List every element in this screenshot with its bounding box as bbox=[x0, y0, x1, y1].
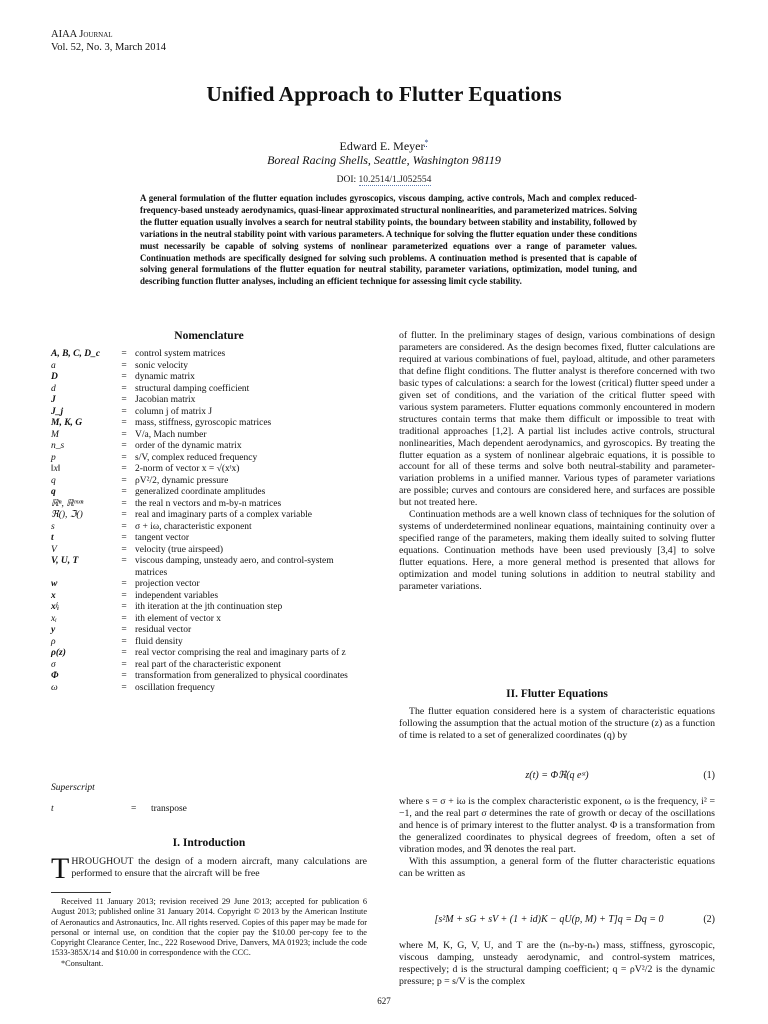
nomenclature-definition: independent variables bbox=[135, 590, 219, 601]
nomenclature-definition: control system matrices bbox=[135, 349, 226, 359]
superscript-definition: transpose bbox=[151, 804, 187, 814]
nomenclature-definition: fluid density bbox=[135, 636, 183, 647]
nomenclature-definition: ith iteration at the jth continuation step bbox=[135, 602, 283, 612]
nomenclature-row bbox=[51, 372, 367, 384]
nomenclature-symbol: p bbox=[51, 452, 56, 463]
nomenclature-row bbox=[51, 430, 367, 442]
nomenclature-eq: = bbox=[121, 625, 127, 635]
nomenclature-definition: sonic velocity bbox=[135, 360, 189, 371]
intro-lead: HROUGHOUT bbox=[71, 856, 134, 867]
nomenclature-symbol: ρ(z) bbox=[51, 648, 66, 658]
nomenclature-symbol: w bbox=[51, 579, 58, 589]
nomenclature-row bbox=[51, 384, 367, 396]
nomenclature-symbol: xᵢ bbox=[51, 613, 57, 624]
nomenclature-row bbox=[51, 545, 367, 557]
superscript-symbol: t bbox=[51, 804, 54, 814]
journal-header bbox=[51, 29, 166, 54]
nomenclature-eq: = bbox=[121, 659, 127, 670]
affiliation: Boreal Racing Shells, Seattle, Washington 98119 bbox=[267, 153, 501, 167]
nomenclature-eq: = bbox=[121, 682, 127, 693]
nomenclature-table bbox=[51, 349, 367, 694]
nomenclature-symbol: d bbox=[51, 383, 56, 394]
nomenclature-eq: = bbox=[121, 636, 127, 647]
doi-line bbox=[0, 175, 768, 185]
nomenclature-eq: = bbox=[121, 544, 127, 555]
author-footnote-link[interactable]: * bbox=[424, 138, 429, 147]
equation-number: (2) bbox=[703, 914, 715, 925]
nomenclature-symbol: A, B, C, D_c bbox=[51, 349, 101, 359]
footnote-received: Received 11 January 2013; revision received 29 June 2013; accepted for publication 6 August 2013; published online 31 January 2014. Copyright © 2013 by the American Institute of Aeronautics and Astronautics, Inc. All rights reserved. Copies of this paper may be made for personal or internal use, on condition that the copier pay the $10.00 per-copy fee to the Copyright Clearance Center, Inc., 222 Rosewood Drive, Danvers, MA 01923; include the code 1533-385X/14 and $10.00 in correspondence with the CCC. bbox=[51, 897, 367, 958]
nomenclature-symbol: D bbox=[51, 372, 58, 382]
nomenclature-row bbox=[51, 522, 367, 534]
section-2-paragraph bbox=[399, 706, 715, 742]
nomenclature-symbol: J bbox=[51, 395, 56, 405]
nomenclature-eq: = bbox=[121, 556, 127, 566]
nomenclature-row bbox=[51, 637, 367, 649]
section-1-heading: I. Introduction bbox=[172, 837, 246, 849]
nomenclature-row bbox=[51, 660, 367, 672]
paper-title: Unified Approach to Flutter Equations bbox=[206, 82, 562, 106]
nomenclature-definition: ρV²/2, dynamic pressure bbox=[135, 475, 229, 486]
nomenclature-eq: = bbox=[121, 521, 127, 532]
section-2-heading: II. Flutter Equations bbox=[506, 688, 608, 700]
nomenclature-symbol: V, U, T bbox=[51, 556, 79, 566]
nomenclature-eq: = bbox=[121, 360, 127, 371]
nomenclature-row bbox=[51, 533, 367, 545]
nomenclature-eq: = bbox=[121, 487, 127, 497]
nomenclature-definition: order of the dynamic matrix bbox=[135, 441, 242, 451]
nomenclature-row bbox=[51, 510, 367, 522]
nomenclature-eq: = bbox=[121, 395, 127, 405]
paragraph: of flutter. In the preliminary stages of design, various combinations of design parameters are considered. As the design becomes fixed, flutter calculations are required at various combinations of fuel, payload, altitude, and other parameters that define flight conditions. The flutter analyst is therefore concerned with two basic types of calculations: a search for the lowest (critical) flutter speed under a given set of conditions, and the variation of the critical flutter speed with various system parameters. Flutter equations commonly encountered in modern structures contain terms that make them difficult or impossible to treat with traditional approaches [1,2]. A partial list includes active controls, structural nonlinearities, Mach dependent aerodynamics, and gyroscopics. By treating the flutter equation as a system of nonlinear algebraic equations, it is possible to account for all of these terms and solve both neutral-stability and parameter-variation problems in a unified manner. Various types of parameter variations are possible; curves and contours are considered here, and surfaces are possible but not treated here. bbox=[399, 330, 715, 509]
paragraph: Continuation methods are a well known class of techniques for the solution of systems of underdetermined nonlinear equations, maintaining continuity over a specified range of the parameters, making them ideally suited to solving flutter equations. Continuation methods have been used previously [3,4] to solve flutter equations. Here, a more general method is presented that allows for optimization and model tuning solutions in addition to neutral stability and parameter variations. bbox=[399, 509, 715, 593]
nomenclature-row bbox=[51, 625, 367, 637]
nomenclature-eq: = bbox=[121, 533, 127, 543]
equation-number: (1) bbox=[703, 770, 715, 781]
nomenclature-symbol: ℜ(), ℑ() bbox=[51, 510, 83, 520]
nomenclature-symbol: Φ bbox=[51, 671, 59, 681]
nomenclature-definition: s/V, complex reduced frequency bbox=[135, 452, 258, 463]
nomenclature-definition: mass, stiffness, gyroscopic matrices bbox=[135, 418, 272, 428]
nomenclature-row bbox=[51, 579, 367, 591]
paragraph: where s = σ + iω is the complex characteristic exponent, ω is the frequency, i² = −1, and the real part σ determines the rate of growth or decay of the oscillations and hence is of primary interest to the flutter analyst. Φ is a transformation from the generalized coordinates to physical degrees of freedom, often a set of vibration modes, and ℜ denotes the real part. bbox=[399, 796, 715, 855]
author-line bbox=[0, 138, 768, 154]
superscript-heading: Superscript bbox=[51, 783, 95, 793]
abstract: A general formulation of the flutter equation includes gyroscopics, viscous damping, active controls, Mach and complex reduced-frequency-based unsteady aerodynamics, quasi-linear approximated structural nonlinearities, and parameterized matrices. Solving the flutter equation usually involves a search for neutral stability points, the boundary between stability and instability, followed by variations in the neutral stability point with various parameters. A technique for solving the flutter equation under these conditions must necessarily be capable of solving systems of nonlinear parameterized equations over a range of parameter values. Continuation methods are specifically designed for solving such problems. A continuation method is presented that is capable of solving general formulations of the flutter equation for neutral stability, parameter variations, optimization, model tuning, and describing function flutter analyses, including an efficient technique for assessing limit cycle stability. bbox=[140, 193, 637, 287]
nomenclature-definition: V/a, Mach number bbox=[135, 429, 207, 440]
author-name: Edward E. Meyer bbox=[339, 139, 425, 153]
nomenclature-definition: real vector comprising the real and imaginary parts of z bbox=[135, 648, 346, 658]
paragraph: where M, K, G, V, U, and T are the (nₛ-by-nₛ) mass, stiffness, gyroscopic, viscous damping, unsteady aerodynamic, and control-system matrices, respectively; d is the structural damping coefficient; q = ρV²/2 is the dynamic pressure; p = s/V is the complex bbox=[399, 940, 715, 987]
nomenclature-row bbox=[51, 418, 367, 430]
dropcap: T bbox=[51, 852, 70, 885]
nomenclature-symbol: ℝⁿ, ℝᵐˣⁿ bbox=[51, 498, 84, 509]
section-2-paragraph bbox=[399, 940, 715, 988]
nomenclature-symbol: t bbox=[51, 533, 54, 543]
doi-link[interactable]: 10.2514/1.J052554 bbox=[358, 175, 432, 185]
nomenclature-symbol: a bbox=[51, 360, 56, 371]
nomenclature-heading: Nomenclature bbox=[174, 330, 244, 342]
paragraph: The flutter equation considered here is a system of characteristic equations following the assumption that the actual motion of the structure (z) as a function of time is related to a set of generalized coordinates (q) by bbox=[399, 706, 715, 741]
nomenclature-symbol: M bbox=[51, 429, 59, 440]
footnote bbox=[51, 897, 367, 969]
doi-label: DOI: bbox=[336, 175, 357, 185]
paragraph: With this assumption, a general form of the flutter characteristic equations can be written as bbox=[399, 855, 715, 879]
nomenclature-symbol: s bbox=[51, 521, 55, 532]
nomenclature-symbol: ρ bbox=[51, 636, 56, 647]
nomenclature-definition: residual vector bbox=[135, 625, 192, 635]
nomenclature-eq: = bbox=[121, 648, 127, 658]
section-2-paragraph bbox=[399, 796, 715, 880]
nomenclature-row bbox=[51, 671, 367, 683]
journal-volume: Vol. 52, No. 3, March 2014 bbox=[51, 41, 167, 53]
nomenclature-symbol: xʲᵢ bbox=[51, 602, 60, 612]
nomenclature-definition: viscous damping, unsteady aero, and control-system matrices bbox=[135, 556, 334, 578]
nomenclature-eq: = bbox=[121, 613, 127, 624]
superscript-eq: = bbox=[131, 804, 137, 814]
nomenclature-eq: = bbox=[121, 452, 127, 463]
nomenclature-row bbox=[51, 453, 367, 465]
nomenclature-eq: = bbox=[121, 510, 127, 520]
nomenclature-row bbox=[51, 407, 367, 419]
nomenclature-definition: dynamic matrix bbox=[135, 372, 195, 382]
nomenclature-row bbox=[51, 361, 367, 373]
nomenclature-definition: projection vector bbox=[135, 579, 200, 589]
nomenclature-eq: = bbox=[121, 464, 127, 474]
nomenclature-definition: tangent vector bbox=[135, 533, 190, 543]
nomenclature-definition: column j of matrix J bbox=[135, 406, 213, 417]
nomenclature-row bbox=[51, 614, 367, 626]
nomenclature-row bbox=[51, 591, 367, 603]
nomenclature-definition: σ + iω, characteristic exponent bbox=[135, 521, 252, 532]
nomenclature-row bbox=[51, 487, 367, 499]
nomenclature-symbol: V bbox=[51, 544, 57, 555]
nomenclature-eq: = bbox=[121, 418, 127, 428]
nomenclature-eq: = bbox=[121, 349, 127, 359]
page-number: 627 bbox=[377, 996, 391, 1006]
equation-body: [s²M + sG + sV + (1 + id)K − qU(p, M) + T]q = Dq = 0 bbox=[434, 914, 664, 925]
nomenclature-row bbox=[51, 349, 367, 361]
journal-name: AIAA Journal bbox=[51, 29, 113, 40]
nomenclature-definition: structural damping coefficient bbox=[135, 383, 250, 394]
nomenclature-eq: = bbox=[121, 383, 127, 394]
nomenclature-row bbox=[51, 602, 367, 614]
nomenclature-symbol: σ bbox=[51, 659, 56, 670]
nomenclature-definition: transformation from generalized to physical coordinates bbox=[135, 671, 348, 681]
nomenclature-symbol: x bbox=[51, 590, 56, 601]
nomenclature-definition: real part of the characteristic exponent bbox=[135, 659, 281, 670]
nomenclature-eq: = bbox=[121, 498, 127, 509]
nomenclature-definition: generalized coordinate amplitudes bbox=[135, 487, 266, 497]
nomenclature-symbol: q bbox=[51, 487, 56, 497]
nomenclature-definition: oscillation frequency bbox=[135, 682, 215, 693]
nomenclature-row bbox=[51, 476, 367, 488]
nomenclature-row bbox=[51, 499, 367, 511]
nomenclature-row bbox=[51, 441, 367, 453]
nomenclature-definition: the real n vectors and m-by-n matrices bbox=[135, 498, 282, 509]
nomenclature-definition: real and imaginary parts of a complex variable bbox=[135, 510, 312, 520]
nomenclature-symbol: M, K, G bbox=[51, 418, 83, 428]
nomenclature-row bbox=[51, 464, 367, 476]
nomenclature-eq: = bbox=[121, 671, 127, 681]
right-column-intro bbox=[399, 330, 715, 593]
nomenclature-eq: = bbox=[121, 372, 127, 382]
nomenclature-symbol: ‖x‖ bbox=[51, 464, 61, 474]
footnote-consultant: *Consultant. bbox=[61, 958, 104, 968]
nomenclature-definition: ith element of vector x bbox=[135, 613, 221, 624]
equation-body: z(t) = Φℜ(q eˢᵗ) bbox=[525, 770, 589, 781]
nomenclature-symbol: ω bbox=[51, 682, 58, 693]
nomenclature-eq: = bbox=[121, 602, 127, 612]
nomenclature-row bbox=[51, 683, 367, 695]
nomenclature-definition: 2-norm of vector x = √(xᵗx) bbox=[135, 464, 240, 474]
nomenclature-eq: = bbox=[121, 441, 127, 451]
nomenclature-eq: = bbox=[121, 590, 127, 601]
nomenclature-definition: velocity (true airspeed) bbox=[135, 544, 224, 555]
footnote-rule bbox=[51, 892, 111, 893]
nomenclature-eq: = bbox=[121, 406, 127, 417]
intro-text: the design of a modern aircraft, many calculations are performed to ensure that the aircraft will be free bbox=[71, 856, 367, 879]
nomenclature-row bbox=[51, 648, 367, 660]
nomenclature-symbol: J_j bbox=[51, 406, 64, 417]
nomenclature-symbol: y bbox=[51, 625, 56, 635]
nomenclature-symbol: n_s bbox=[51, 441, 65, 451]
nomenclature-definition: Jacobian matrix bbox=[135, 395, 196, 405]
introduction-paragraph bbox=[51, 852, 367, 885]
nomenclature-eq: = bbox=[121, 579, 127, 589]
nomenclature-eq: = bbox=[121, 475, 127, 486]
nomenclature-row bbox=[51, 395, 367, 407]
nomenclature-row bbox=[51, 556, 367, 579]
nomenclature-eq: = bbox=[121, 429, 127, 440]
nomenclature-symbol: q bbox=[51, 475, 56, 486]
